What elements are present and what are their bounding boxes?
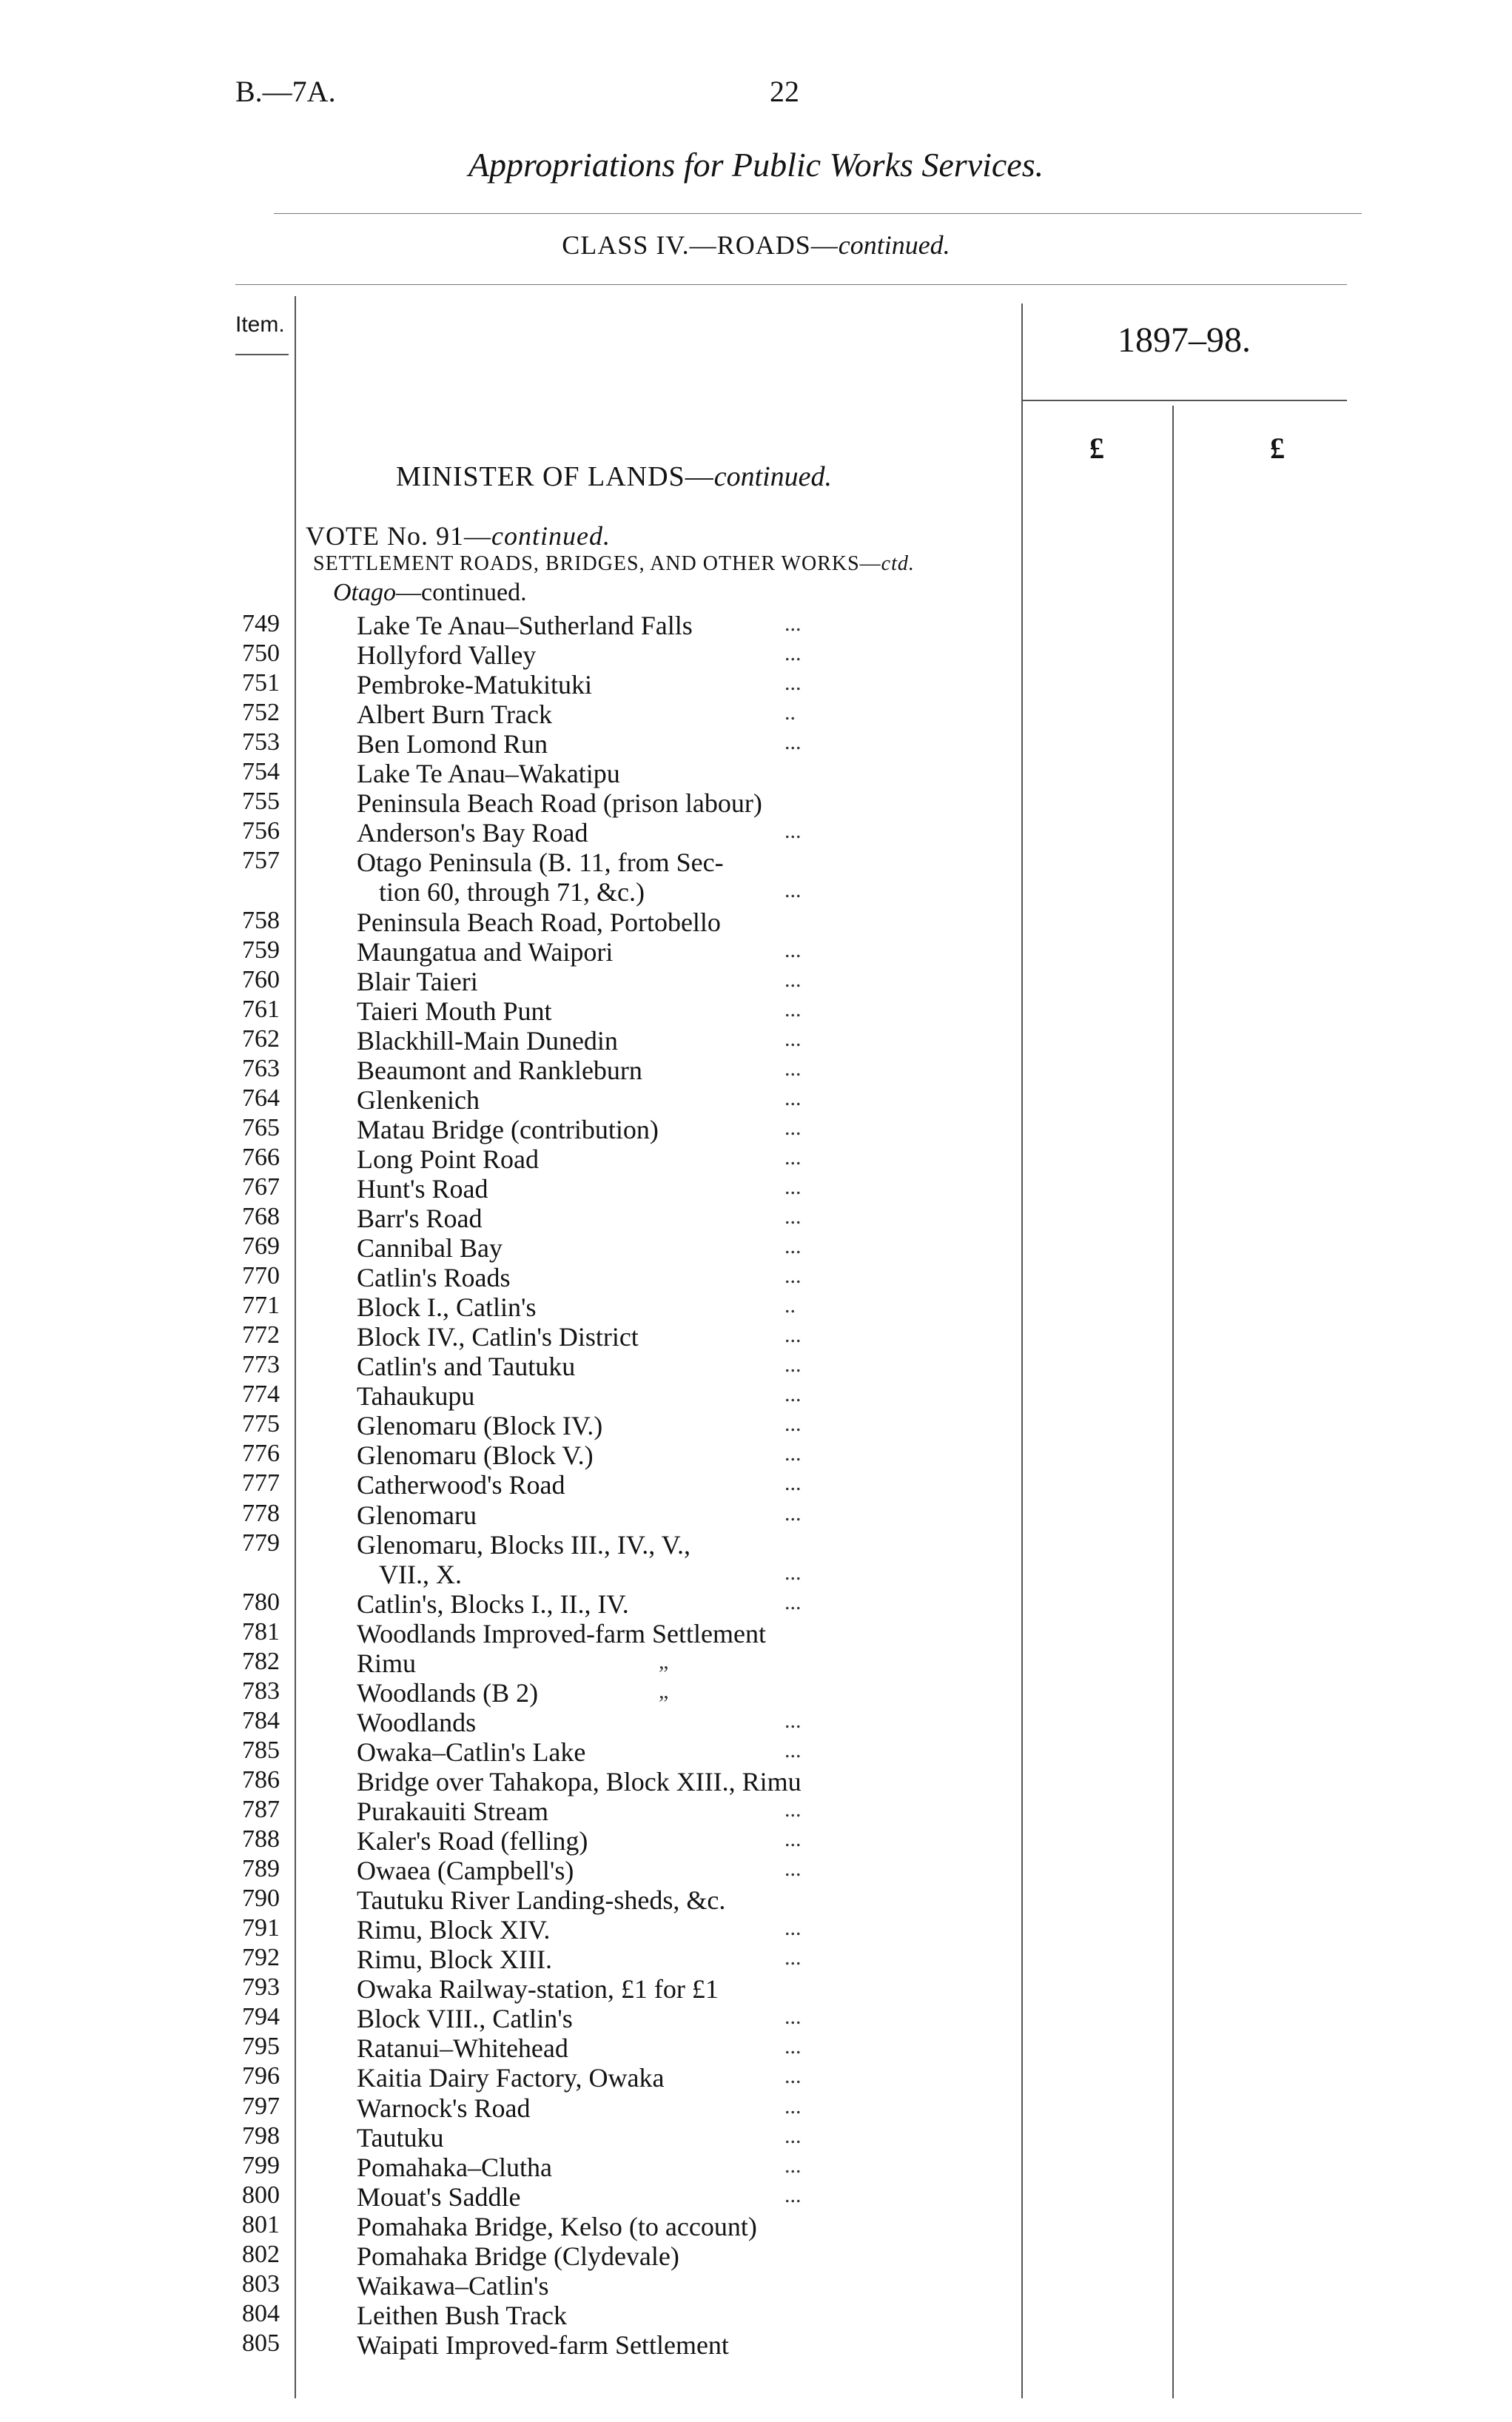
row-leader-dots: ...	[784, 1738, 802, 1762]
row-description: Catlin's, Blocks I., II., IV.	[357, 1589, 629, 1619]
row-leader-dots: ...	[784, 1352, 802, 1377]
row-leader-dots: ...	[784, 1234, 802, 1258]
row-item-number: 788	[242, 1825, 280, 1853]
title-rule	[274, 213, 1362, 214]
row-description: Owaka–Catlin's Lake	[357, 1737, 586, 1767]
settlement-heading	[313, 552, 915, 576]
row-leader-dots: ...	[784, 1204, 802, 1229]
row-description: Rimu	[357, 1648, 417, 1678]
row-description: Matau Bridge (contribution)	[357, 1115, 659, 1144]
row-item-number: 798	[242, 2122, 280, 2150]
row-leader-dots: ...	[784, 1590, 802, 1614]
item-header-underline	[235, 354, 289, 355]
row-leader-dots: ...	[784, 1501, 802, 1526]
row-item-number: 783	[242, 1677, 280, 1705]
row-item-number: 769	[242, 1232, 280, 1260]
row-item-number: 784	[242, 1707, 280, 1734]
row-item-number: 752	[242, 699, 280, 726]
row-description: Block VIII., Catlin's	[357, 2004, 573, 2033]
row-description: Woodlands	[357, 1708, 477, 1737]
row-item-number: 770	[242, 1262, 280, 1289]
row-description: Tahaukupu	[357, 1381, 475, 1411]
row-leader-dots: „	[659, 1649, 669, 1674]
row-description: Otago Peninsula (B. 11, from Sec-	[357, 848, 724, 877]
item-column-header: Item.	[235, 312, 285, 337]
class-heading-main: CLASS IV.—ROADS—	[562, 230, 839, 260]
row-item-number: 796	[242, 2062, 280, 2090]
row-description: Lake Te Anau–Sutherland Falls	[357, 611, 693, 640]
row-description: Glenomaru (Block V.)	[357, 1440, 594, 1470]
row-description: Beaumont and Rankleburn	[357, 1056, 642, 1085]
row-item-number: 774	[242, 1381, 280, 1408]
row-description: Block IV., Catlin's District	[357, 1322, 639, 1352]
row-leader-dots: ...	[784, 1441, 802, 1466]
row-description: Woodlands Improved-farm Settlement	[357, 1619, 766, 1648]
pound-sign-1: £	[1089, 432, 1104, 465]
vote-heading-continued: continued.	[491, 521, 611, 551]
row-leader-dots: ...	[784, 641, 802, 665]
row-leader-dots: ...	[784, 878, 802, 902]
year-column-header: 1897–98.	[1118, 321, 1251, 360]
row-item-number: 767	[242, 1173, 280, 1201]
row-leader-dots: ..	[784, 700, 796, 725]
row-leader-dots: ...	[784, 1856, 802, 1881]
row-leader-dots: ...	[784, 819, 802, 843]
row-item-number: 779	[242, 1529, 280, 1557]
row-leader-dots: „	[659, 1679, 669, 1703]
row-item-number: 756	[242, 817, 280, 845]
row-item-number: 762	[242, 1025, 280, 1053]
row-leader-dots: ...	[784, 2124, 802, 2148]
document-code: B.—7A.	[235, 75, 336, 108]
row-leader-dots: ...	[784, 2094, 802, 2119]
row-leader-dots: ...	[784, 2153, 802, 2178]
row-description: Kaler's Road (felling)	[357, 1826, 588, 1856]
row-item-number: 758	[242, 907, 280, 934]
row-leader-dots: ...	[784, 1945, 802, 1970]
page-title: Appropriations for Public Works Services.	[468, 146, 1044, 184]
vote-heading	[306, 520, 611, 551]
row-item-number: 757	[242, 847, 280, 874]
row-description: Glenkenich	[357, 1085, 480, 1115]
row-description: Kaitia Dairy Factory, Owaka	[357, 2063, 665, 2093]
row-leader-dots: ...	[784, 1175, 802, 1199]
row-item-number: 787	[242, 1796, 280, 1823]
row-item-number: 764	[242, 1084, 280, 1112]
row-leader-dots: ...	[784, 2034, 802, 2059]
row-description: Catlin's Roads	[357, 1263, 511, 1292]
row-description: Mouat's Saddle	[357, 2182, 521, 2212]
row-description: Blackhill-Main Dunedin	[357, 1026, 618, 1056]
row-leader-dots: ...	[784, 2005, 802, 2029]
row-item-number: 760	[242, 966, 280, 993]
row-leader-dots: ...	[784, 2183, 802, 2207]
row-item-number: 763	[242, 1055, 280, 1082]
row-description: Taieri Mouth Punt	[357, 996, 552, 1026]
row-item-number: 750	[242, 640, 280, 667]
row-item-number: 778	[242, 1500, 280, 1527]
row-leader-dots: ...	[784, 1056, 802, 1081]
row-item-number: 801	[242, 2211, 280, 2238]
class-heading-continued: continued.	[838, 230, 950, 260]
row-description: Blair Taieri	[357, 967, 478, 996]
row-description: Barr's Road	[357, 1204, 483, 1233]
row-item-number: 766	[242, 1144, 280, 1171]
row-description: Bridge over Tahakopa, Block XIII., Rimu	[357, 1767, 802, 1797]
row-leader-dots: ..	[784, 1293, 796, 1318]
year-underline	[1023, 400, 1347, 401]
vote-heading-main: VOTE No. 91—	[306, 521, 491, 551]
row-item-number: 785	[242, 1737, 280, 1764]
row-description: Owaea (Campbell's)	[357, 1856, 574, 1885]
minister-heading	[396, 460, 832, 493]
row-leader-dots: ...	[784, 967, 802, 992]
settlement-heading-continued: ctd.	[881, 552, 915, 575]
row-description: Peninsula Beach Road (prison labour)	[357, 788, 762, 818]
row-leader-dots: ...	[784, 1916, 802, 1940]
row-description: Maungatua and Waipori	[357, 937, 614, 967]
otago-heading-main: Otago	[333, 579, 396, 606]
row-leader-dots: ...	[784, 1145, 802, 1170]
row-description: Catherwood's Road	[357, 1470, 565, 1500]
table-top-rule	[235, 284, 1347, 285]
row-item-number: 803	[242, 2270, 280, 2298]
item-column-rule	[295, 296, 296, 2398]
row-item-number: 800	[242, 2181, 280, 2209]
row-description: Cannibal Bay	[357, 1233, 503, 1263]
row-leader-dots: ...	[784, 1471, 802, 1495]
row-leader-dots: ...	[784, 1086, 802, 1110]
amount-column-rule	[1172, 406, 1174, 2398]
row-item-number: 777	[242, 1469, 280, 1497]
row-description: Block I., Catlin's	[357, 1292, 537, 1322]
description-column-rule	[1021, 303, 1023, 2398]
row-leader-dots: ...	[784, 1412, 802, 1436]
row-item-number: 804	[242, 2300, 280, 2327]
row-description: Owaka Railway-station, £1 for £1	[357, 1974, 719, 2004]
row-description: Anderson's Bay Road	[357, 818, 588, 848]
row-leader-dots: ...	[784, 938, 802, 962]
row-item-number: 792	[242, 1944, 280, 1971]
row-leader-dots: ...	[784, 1560, 802, 1585]
row-item-number: 795	[242, 2033, 280, 2060]
row-leader-dots: ...	[784, 1323, 802, 1347]
row-leader-dots: ...	[784, 1027, 802, 1051]
row-description: Waikawa–Catlin's	[357, 2271, 549, 2301]
row-description: Hunt's Road	[357, 1174, 488, 1204]
otago-heading-continued: —continued.	[396, 579, 527, 606]
row-description: Ratanui–Whitehead	[357, 2033, 568, 2063]
row-item-number: 761	[242, 996, 280, 1023]
minister-heading-main: MINISTER OF LANDS—	[396, 461, 714, 492]
row-item-number: 799	[242, 2152, 280, 2179]
row-item-number: 765	[242, 1114, 280, 1141]
row-description: Pomahaka Bridge, Kelso (to account)	[357, 2212, 757, 2241]
page-number: 22	[770, 75, 799, 108]
row-description: Albert Burn Track	[357, 700, 552, 729]
row-item-number: 797	[242, 2093, 280, 2120]
row-item-number: 755	[242, 788, 280, 815]
row-item-number: 794	[242, 2003, 280, 2030]
row-item-number: 754	[242, 758, 280, 785]
row-leader-dots: ...	[784, 997, 802, 1022]
row-item-number: 805	[242, 2329, 280, 2357]
row-leader-dots: ...	[784, 1708, 802, 1733]
row-description: Pomahaka Bridge (Clydevale)	[357, 2241, 679, 2271]
row-description: Catlin's and Tautuku	[357, 1352, 576, 1381]
row-item-number: 749	[242, 610, 280, 637]
otago-heading	[333, 579, 527, 607]
row-item-number: 753	[242, 728, 280, 756]
row-description: Rimu, Block XIV.	[357, 1915, 551, 1945]
row-description: Glenomaru (Block IV.)	[357, 1411, 603, 1440]
row-item-number: 786	[242, 1766, 280, 1794]
row-description: Lake Te Anau–Wakatipu	[357, 759, 620, 788]
row-description: Woodlands (B 2)	[357, 1678, 539, 1708]
row-description: Rimu, Block XIII.	[357, 1945, 552, 1974]
row-leader-dots: ...	[784, 2064, 802, 2088]
row-description: Pembroke-Matukituki	[357, 670, 592, 700]
row-leader-dots: ...	[784, 1797, 802, 1822]
row-item-number: 759	[242, 936, 280, 964]
row-leader-dots: ...	[784, 1264, 802, 1288]
row-item-number: 781	[242, 1618, 280, 1646]
row-leader-dots: ...	[784, 671, 802, 695]
row-item-number: 802	[242, 2241, 280, 2268]
row-description: VII., X.	[379, 1560, 462, 1589]
row-leader-dots: ...	[784, 1827, 802, 1851]
row-description: Peninsula Beach Road, Portobello	[357, 908, 721, 937]
row-item-number: 793	[242, 1973, 280, 2001]
row-item-number: 780	[242, 1589, 280, 1616]
row-description: Long Point Road	[357, 1144, 540, 1174]
settlement-heading-main: SETTLEMENT ROADS, BRIDGES, AND OTHER WORKS—	[313, 552, 881, 575]
row-description: Purakauiti Stream	[357, 1797, 548, 1826]
row-description: tion 60, through 71, &c.)	[379, 877, 645, 907]
row-description: Leithen Bush Track	[357, 2301, 567, 2330]
row-item-number: 751	[242, 669, 280, 697]
row-description: Glenomaru	[357, 1500, 477, 1530]
row-leader-dots: ...	[784, 611, 802, 636]
row-item-number: 772	[242, 1321, 280, 1349]
row-item-number: 771	[242, 1292, 280, 1319]
row-item-number: 768	[242, 1203, 280, 1230]
row-description: Warnock's Road	[357, 2093, 531, 2123]
row-leader-dots: ...	[784, 730, 802, 754]
row-item-number: 773	[242, 1351, 280, 1378]
row-description: Tautuku	[357, 2123, 444, 2153]
row-leader-dots: ...	[784, 1382, 802, 1406]
minister-heading-continued: continued.	[713, 461, 833, 492]
row-item-number: 775	[242, 1410, 280, 1438]
row-item-number: 776	[242, 1440, 280, 1467]
row-item-number: 791	[242, 1914, 280, 1942]
row-item-number: 782	[242, 1648, 280, 1675]
row-item-number: 789	[242, 1855, 280, 1882]
row-description: Ben Lomond Run	[357, 729, 548, 759]
row-description: Pomahaka–Clutha	[357, 2153, 552, 2182]
row-description: Glenomaru, Blocks III., IV., V.,	[357, 1530, 691, 1560]
row-leader-dots: ...	[784, 1116, 802, 1140]
row-item-number: 790	[242, 1885, 280, 1912]
row-description: Hollyford Valley	[357, 640, 537, 670]
class-heading	[0, 229, 1512, 261]
row-description: Waipati Improved-farm Settlement	[357, 2330, 729, 2360]
pound-sign-2: £	[1270, 432, 1285, 465]
row-description: Tautuku River Landing-sheds, &c.	[357, 1885, 726, 1915]
